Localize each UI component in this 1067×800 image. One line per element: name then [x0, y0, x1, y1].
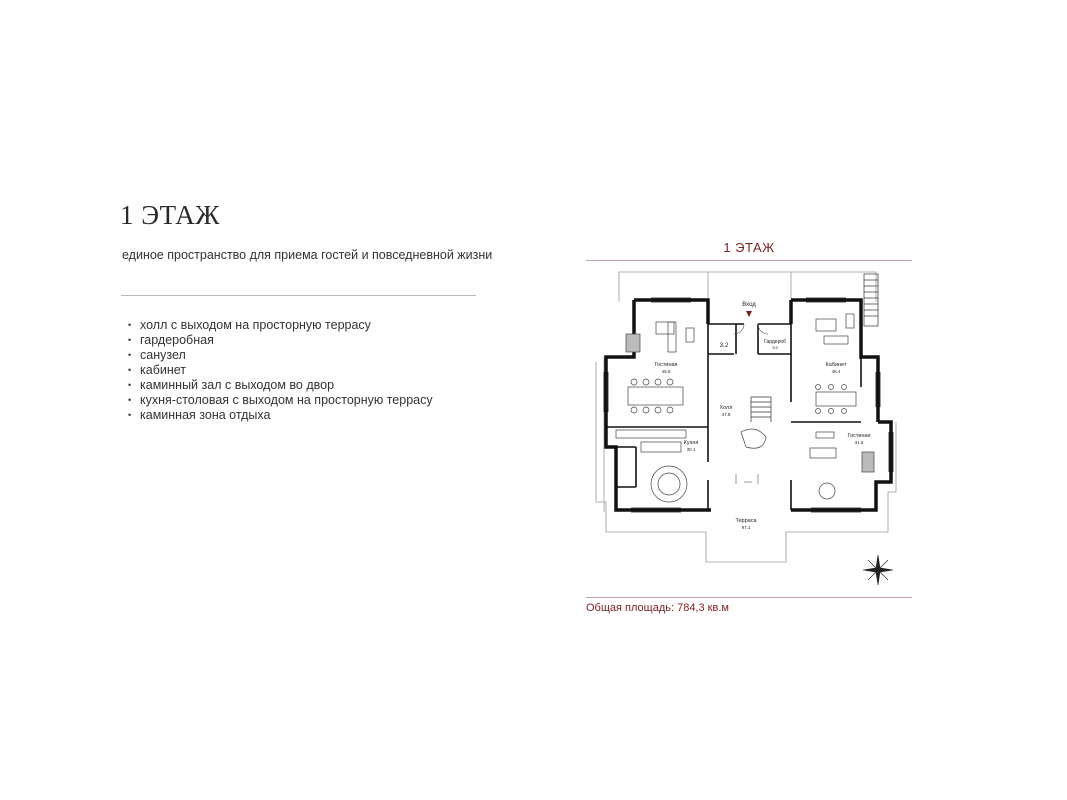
feature-list	[128, 318, 433, 423]
room-name: Холл	[719, 405, 733, 411]
room-area: 3.5	[772, 345, 778, 350]
room-area: 30.1	[686, 447, 696, 452]
plan-top-rule	[586, 260, 912, 261]
total-area: Общая площадь: 784,3 кв.м	[586, 602, 729, 614]
entrance-arrow-icon	[746, 311, 752, 317]
list-item: • кухня-столовая с выходом на просторную террасу	[128, 393, 433, 408]
page-subtitle: единое пространство для приема гостей и повседневной жизни	[122, 248, 493, 262]
list-item: • каминная зона отдыха	[128, 408, 433, 423]
list-item: • гардеробная	[128, 333, 433, 348]
room-area: 97.1	[741, 525, 751, 530]
room-name: Гостиная	[847, 433, 871, 439]
furniture	[616, 314, 874, 502]
list-item: • санузел	[128, 348, 433, 363]
interior-walls	[606, 324, 861, 510]
plan-title: 1 ЭТАЖ	[723, 240, 775, 255]
room-name: Кабинет	[825, 362, 847, 368]
room-area: 47.8	[721, 412, 731, 417]
room-labels	[654, 339, 870, 530]
floor-plan	[586, 262, 912, 596]
room-area: 31.6	[854, 440, 864, 445]
room-name: Терраса	[735, 518, 757, 524]
list-item: • кабинет	[128, 363, 433, 378]
plan-bottom-rule	[586, 597, 912, 598]
compass-icon	[863, 555, 893, 585]
page-title: 1 ЭТАЖ	[120, 200, 220, 230]
list-item: • каминный зал с выходом во двор	[128, 378, 433, 393]
hall-staircase	[751, 397, 771, 422]
room-area: 48.4	[831, 369, 841, 374]
wc-area: 3.2	[719, 342, 729, 349]
list-item: • холл с выходом на просторную террасу	[128, 318, 433, 333]
room-name: Гостиная	[654, 362, 678, 368]
room-area: 45.6	[661, 369, 671, 374]
room-name: Гардероб	[764, 339, 786, 345]
entrance-label: Вход	[742, 302, 756, 308]
divider	[121, 295, 476, 296]
room-name: Кухня	[683, 440, 699, 446]
